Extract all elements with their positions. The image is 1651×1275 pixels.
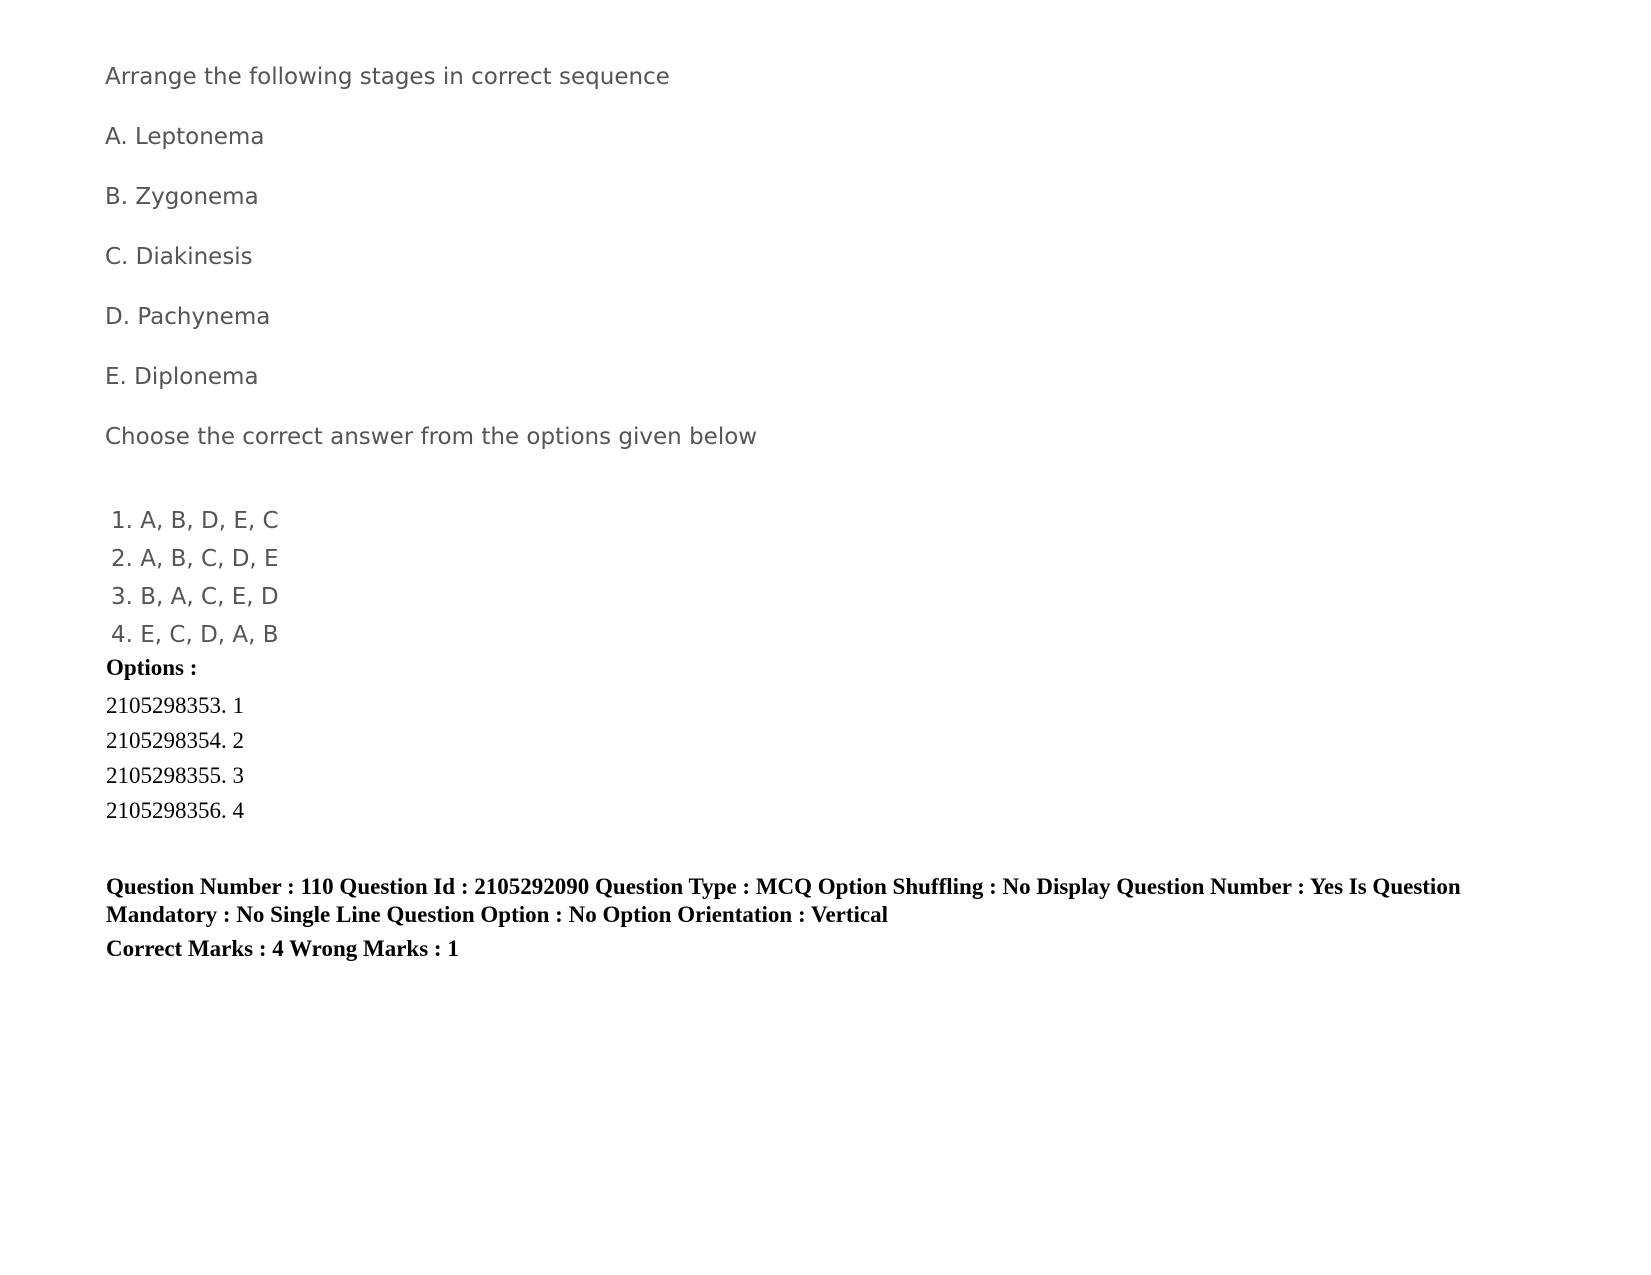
- answer-choice-3: 3. B, A, C, E, D: [111, 584, 279, 610]
- answer-choice-4: 4. E, C, D, A, B: [111, 622, 279, 648]
- question-instruction: Choose the correct answer from the options given below: [105, 424, 758, 450]
- question-intro: Arrange the following stages in correct sequence: [105, 64, 670, 90]
- answer-choice-1: 1. A, B, D, E, C: [111, 508, 279, 534]
- stage-item-a: A. Leptonema: [105, 124, 265, 150]
- option-id-3: 2105298355. 3: [106, 763, 244, 788]
- stage-item-e: E. Diplonema: [105, 364, 259, 390]
- next-question-meta: Question Number : 110 Question Id : 2105292090 Question Type : MCQ Option Shuffling : No Display Question Number : Yes Is Question Mandatory : No Single Line Question Option : No Option Orientation : Vertical: [106, 874, 1461, 927]
- stage-item-d: D. Pachynema: [105, 304, 271, 330]
- answer-choice-2: 2. A, B, C, D, E: [111, 546, 279, 572]
- option-id-1: 2105298353. 1: [106, 693, 244, 718]
- stage-item-b: B. Zygonema: [105, 184, 259, 210]
- option-id-list: [106, 688, 244, 828]
- answer-choice-list: [111, 502, 279, 654]
- option-id-4: 2105298356. 4: [106, 798, 244, 823]
- stage-item-c: C. Diakinesis: [105, 244, 253, 270]
- next-question-marks: Correct Marks : 4 Wrong Marks : 1: [106, 936, 459, 961]
- option-id-2: 2105298354. 2: [106, 728, 244, 753]
- options-heading: Options :: [106, 655, 198, 680]
